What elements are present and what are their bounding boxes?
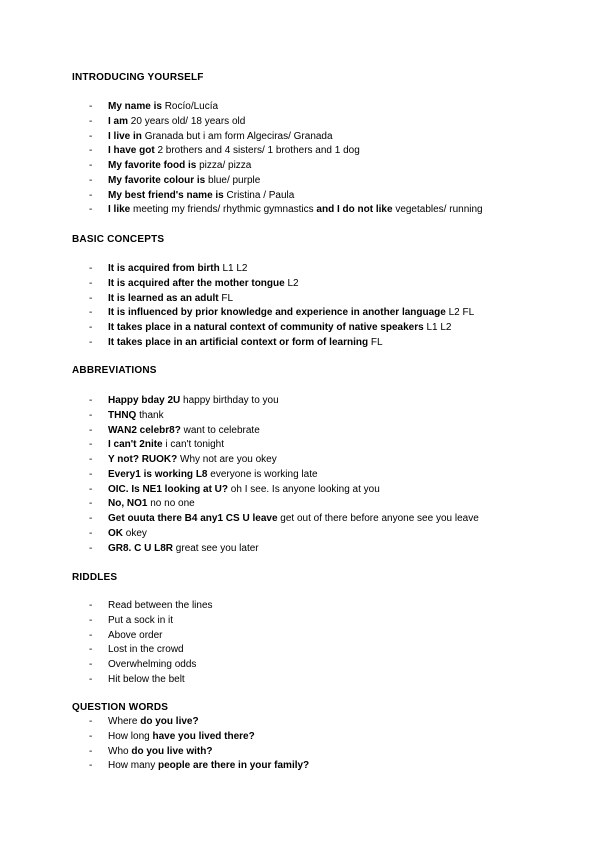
bold-segment: It is influenced by prior knowledge and experience in another language [108,307,449,319]
bullet-dash: - [89,307,93,319]
list-item [0,130,600,145]
bullet-dash: - [89,730,93,742]
plain-segment: 2 brothers and 4 sisters/ 1 brothers and 1 dog [157,145,360,157]
list-question-words [0,715,600,774]
bold-segment: My favorite colour is [108,174,209,186]
bullet-dash: - [89,659,93,670]
plain-segment: FL [221,292,234,304]
list-item-text [108,336,383,351]
bullet-dash: - [89,115,93,127]
list-item [0,336,600,351]
list-item [0,277,600,292]
plain-segment: L1 L2 [222,263,248,274]
bullet-dash: - [89,101,93,112]
plain-segment: vegetables/ running [395,204,483,216]
bold-segment: I live in [108,130,145,142]
plain-segment: Where [108,716,141,727]
plain-segment: okey [125,527,147,539]
plain-segment: Granada but i am form Algeciras/ Granada [144,130,333,142]
plain-segment: Why not are you okey [180,454,277,465]
bullet-dash: - [89,542,93,554]
plain-segment: Rocío/Lucía [164,101,219,112]
list-item-text [108,643,184,658]
bullet-dash: - [89,644,93,656]
plain-segment: Overwhelming odds [108,659,197,670]
bullet-dash: - [89,614,93,626]
bold-segment: Every1 is working L8 [108,468,211,480]
plain-segment: great see you later [175,542,259,554]
bold-segment: It is acquired after the mother tongue [108,277,288,289]
plain-segment: Lost in the crowd [108,644,184,656]
list-item [0,614,600,629]
bullet-dash: - [89,145,93,157]
list-item-text [108,292,233,307]
plain-segment: How many [108,760,159,772]
list-item-text [108,306,474,321]
heading-riddles: RIDDLES [72,572,118,583]
bold-segment: Happy bday 2U [108,395,184,406]
list-item-text [108,483,380,498]
plain-segment: Cristina / Paula [226,189,295,201]
bold-segment: Y not? RUOK? [108,454,181,465]
list-item [0,174,600,189]
bold-segment: I can't 2nite [108,439,166,451]
list-item [0,100,600,115]
list-item-text [108,759,309,774]
plain-segment: blue/ purple [208,174,261,186]
plain-segment: thank [139,409,164,421]
list-item-text [108,468,318,483]
list-item [0,409,600,424]
list-item [0,292,600,307]
list-item-text [108,424,260,439]
list-item [0,497,600,512]
list-item [0,262,600,277]
bullet-dash: - [89,130,93,142]
list-item [0,542,600,557]
bold-segment: My favorite food is [108,160,200,171]
bullet-dash: - [89,336,93,348]
bold-segment: have you lived there? [152,730,255,742]
list-item-text [108,174,260,189]
list-item-text [108,745,212,760]
list-item-text [108,542,259,557]
list-item [0,189,600,204]
bold-segment: It is learned as an adult [108,292,222,304]
list-item-text [108,277,299,292]
list-item-text [108,599,213,614]
list-item [0,159,600,174]
list-item-text [108,144,360,159]
bullet-dash: - [89,322,93,333]
list-item-text [108,115,245,130]
list-item [0,730,600,745]
bold-segment: I am [108,115,131,127]
bullet-dash: - [89,600,93,611]
bullet-dash: - [89,263,93,274]
bullet-dash: - [89,745,93,757]
list-item-text [108,321,451,336]
list-item-text [108,453,277,468]
bold-segment: OIC. Is NE1 looking at U? [108,483,231,495]
plain-segment: Who [108,745,132,757]
bullet-dash: - [89,395,93,406]
list-item-text [108,159,251,174]
heading-introducing-yourself: INTRODUCING YOURSELF [72,72,204,83]
bullet-dash: - [89,204,93,216]
list-item-text [108,730,255,745]
plain-segment: Hit below the belt [108,673,185,685]
bullet-dash: - [89,629,93,641]
bold-segment: It is acquired from birth [108,263,223,274]
bullet-dash: - [89,424,93,436]
plain-segment: meeting my friends/ rhythmic gymnastics [133,204,317,216]
bullet-dash: - [89,277,93,289]
list-item [0,658,600,673]
list-item [0,629,600,644]
bullet-dash: - [89,527,93,539]
list-item-text [108,629,162,644]
bullet-dash: - [89,454,93,465]
plain-segment: 20 years old/ 18 years old [130,115,246,127]
bullet-dash: - [89,483,93,495]
heading-abbreviations: ABBREVIATIONS [72,365,157,376]
list-item [0,453,600,468]
plain-segment: everyone is working late [210,468,318,480]
plain-segment: i can't tonight [165,439,225,451]
list-item-text [108,673,185,688]
bold-segment: No, NO1 [108,498,151,510]
plain-segment: oh I see. Is anyone looking at you [230,483,380,495]
list-item [0,759,600,774]
bold-segment: It takes place in a natural context of community of native speakers [108,322,427,333]
list-item-text [108,203,483,218]
heading-basic-concepts: BASIC CONCEPTS [72,234,165,245]
list-item [0,438,600,453]
bullet-dash: - [89,513,93,524]
list-item-text [108,527,147,542]
bold-segment: It takes place in an artificial context or form of learning [108,336,371,348]
list-abbreviations [0,394,600,556]
list-item [0,673,600,688]
list-item-text [108,189,294,204]
bold-segment: people are there in your family? [158,760,310,772]
plain-segment: How long [108,730,153,742]
bold-segment: OK [108,527,126,539]
plain-segment: Read between the lines [108,600,213,611]
bold-segment: WAN2 celebr8? [108,424,184,436]
plain-segment: FL [370,336,383,348]
bullet-dash: - [89,468,93,480]
bullet-dash: - [89,292,93,304]
list-item [0,394,600,409]
bold-segment: do you live? [140,716,199,727]
list-item-text [108,262,248,277]
plain-segment: happy birthday to you [183,395,279,406]
list-item [0,527,600,542]
list-item-text [108,658,196,673]
bold-segment: My name is [108,101,165,112]
list-item-text [108,438,224,453]
bullet-dash: - [89,174,93,186]
plain-segment: L2 [287,277,299,289]
list-item-text [108,715,199,730]
bullet-dash: - [89,716,93,727]
list-item [0,144,600,159]
bold-segment: Get ouuta there B4 any1 CS U leave [108,513,281,524]
bold-segment: I have got [108,145,158,157]
list-item-text [108,394,279,409]
list-item-text [108,614,173,629]
list-riddles [0,599,600,688]
plain-segment: Above order [108,629,163,641]
plain-segment: L1 L2 [426,322,452,333]
list-item [0,512,600,527]
list-item [0,115,600,130]
list-item [0,599,600,614]
plain-segment: no no one [150,498,195,510]
bullet-dash: - [89,439,93,451]
bullet-dash: - [89,498,93,510]
heading-question-words: QUESTION WORDS [72,702,169,713]
bullet-dash: - [89,160,93,171]
bold-segment: My best friend's name is [108,189,227,201]
plain-segment: pizza/ pizza [199,160,252,171]
bullet-dash: - [89,409,93,421]
plain-segment: want to celebrate [183,424,260,436]
list-item [0,306,600,321]
list-item [0,643,600,658]
list-basic-concepts [0,262,600,351]
list-item [0,203,600,218]
bold-segment: and I do not like [316,204,396,216]
list-item-text [108,497,195,512]
list-item [0,745,600,760]
list-item [0,321,600,336]
list-item [0,483,600,498]
bullet-dash: - [89,189,93,201]
list-item-text [108,512,479,527]
list-item-text [108,130,333,145]
bold-segment: do you live with? [131,745,213,757]
bold-segment: THNQ [108,409,140,421]
list-item-text [108,100,218,115]
bullet-dash: - [89,673,93,685]
bullet-dash: - [89,760,93,772]
plain-segment: Put a sock in it [108,614,174,626]
list-item-text [108,409,164,424]
list-item [0,715,600,730]
bold-segment: GR8. C U L8R [108,542,176,554]
plain-segment: L2 FL [448,307,475,319]
bold-segment: I like [108,204,134,216]
list-introducing-yourself [0,100,600,218]
plain-segment: get out of there before anyone see you leave [280,513,479,524]
list-item [0,468,600,483]
list-item [0,424,600,439]
